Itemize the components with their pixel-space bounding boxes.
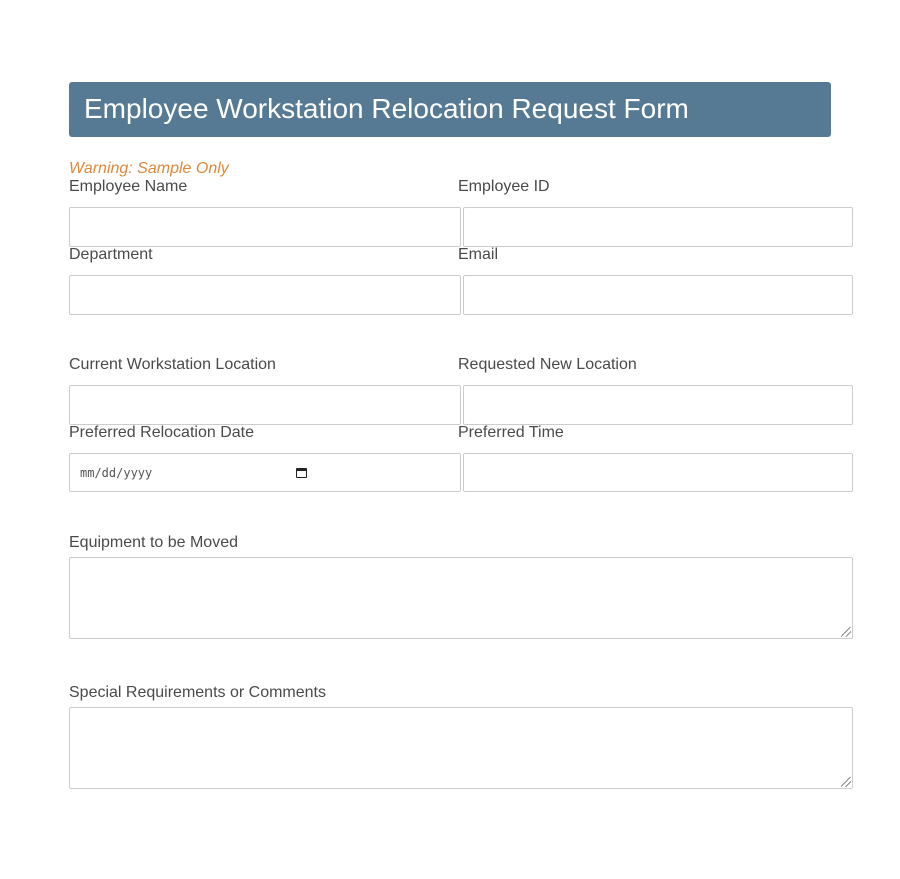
form-header [69, 82, 831, 137]
page-title: Employee Workstation Relocation Request Form [84, 93, 689, 124]
resize-handle-icon[interactable] [841, 627, 851, 637]
relocation-date-label: Preferred Relocation Date [69, 424, 254, 441]
employee-name-input[interactable] [69, 207, 461, 247]
email-input[interactable] [463, 275, 853, 315]
department-input[interactable] [69, 275, 461, 315]
equipment-label: Equipment to be Moved [69, 534, 238, 551]
current-location-input[interactable] [69, 385, 461, 425]
employee-name-label: Employee Name [69, 178, 188, 195]
relocation-date-input[interactable] [69, 453, 461, 492]
equipment-textarea[interactable] [69, 557, 853, 639]
employee-id-input[interactable] [463, 207, 853, 247]
new-location-input[interactable] [463, 385, 853, 425]
new-location-label: Requested New Location [458, 356, 637, 373]
calendar-icon[interactable] [296, 468, 307, 478]
current-location-label: Current Workstation Location [69, 356, 276, 373]
department-label: Department [69, 246, 153, 263]
comments-label: Special Requirements or Comments [69, 684, 326, 701]
preferred-time-input[interactable] [463, 453, 853, 492]
warning-text: Warning: Sample Only [69, 160, 229, 177]
email-label: Email [458, 246, 499, 263]
comments-textarea[interactable] [69, 707, 853, 789]
resize-handle-icon[interactable] [841, 777, 851, 787]
date-placeholder: mm/dd/yyyy [80, 465, 153, 480]
preferred-time-label: Preferred Time [458, 424, 564, 441]
employee-id-label: Employee ID [458, 178, 550, 195]
